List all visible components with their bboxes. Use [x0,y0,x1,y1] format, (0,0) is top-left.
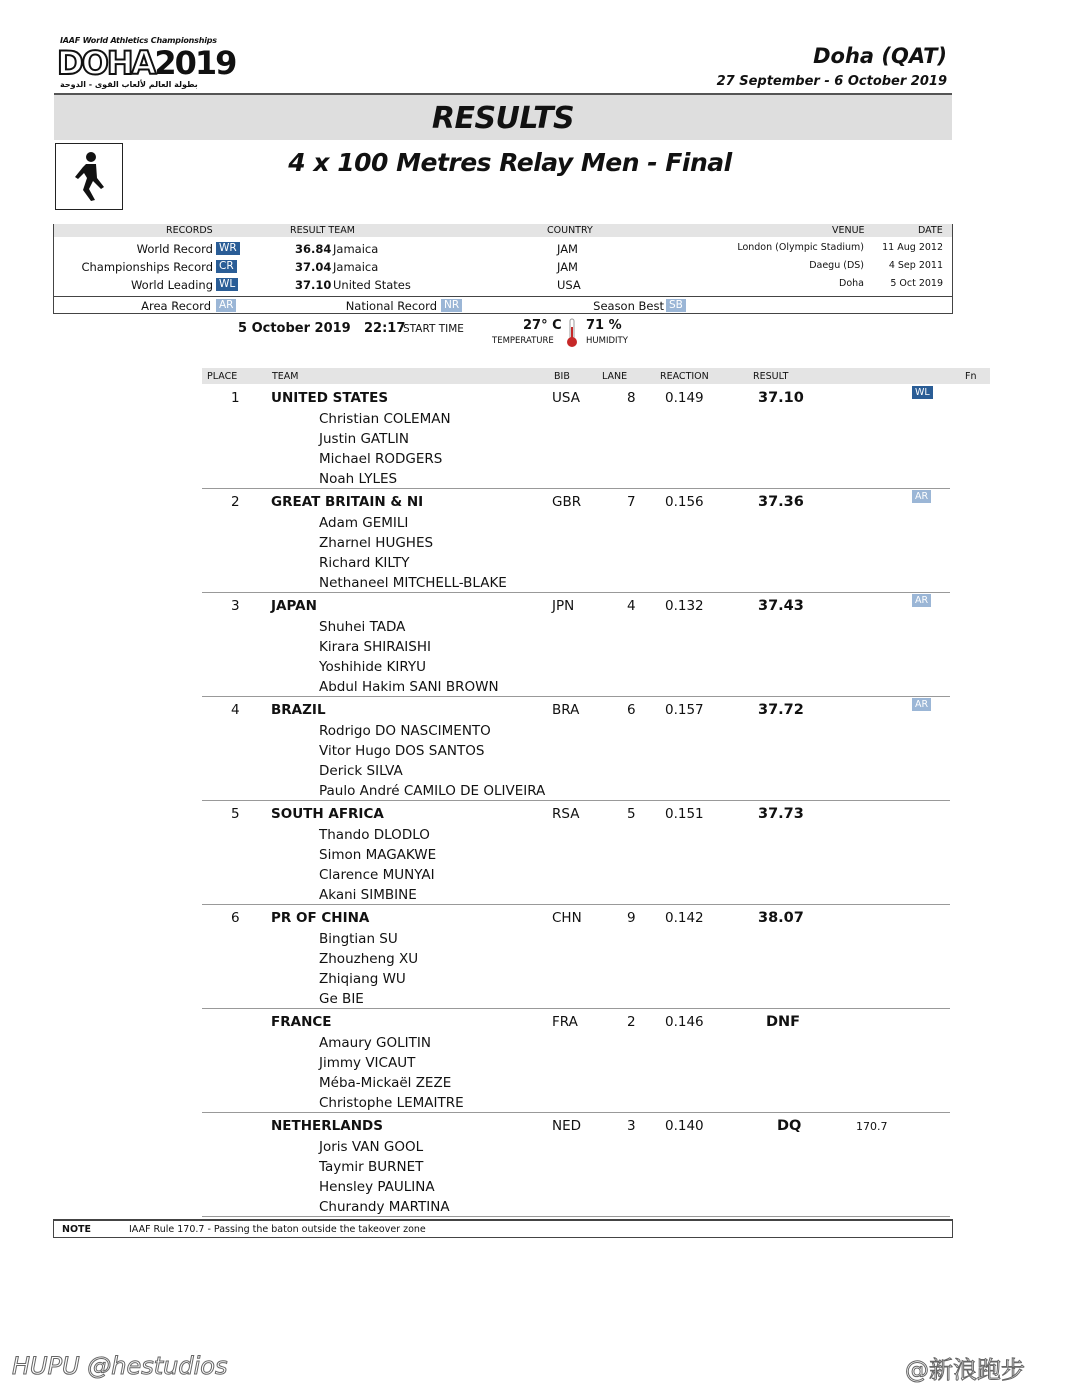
start-time-label: START TIME [403,323,464,335]
record-badge: CR [216,260,237,273]
row-separator [202,1112,950,1113]
athlete-name: Richard KILTY [319,555,410,571]
record-venue: Doha [839,278,864,289]
watermark-hupu: HUPU @hestudios [12,1352,228,1380]
records-col-result-team: RESULT TEAM [290,225,355,236]
legend-label: Season Best [593,299,664,313]
note-label: NOTE [62,1224,91,1235]
lane-value: 3 [627,1118,636,1134]
lane-value: 4 [627,598,636,614]
athlete-name: Clarence MUNYAI [319,867,435,883]
bib-value: GBR [552,494,582,510]
lane-value: 5 [627,806,636,822]
team-name: JAPAN [271,598,317,614]
record-date: 5 Oct 2019 [890,278,943,289]
athlete-name: Méba-Mickaël ZEZE [319,1075,452,1091]
result-value: 37.72 [758,702,804,718]
record-result: 37.10 [295,278,332,292]
athlete-name: Simon MAGAKWE [319,847,437,863]
row-separator [202,488,950,489]
record-badge: WR [216,242,240,255]
col-lane: LANE [602,371,628,382]
record-result: 36.84 [295,242,332,256]
records-col-country: COUNTRY [547,225,593,236]
record-date: 4 Sep 2011 [888,260,943,271]
lane-value: 7 [627,494,636,510]
athlete-name: Yoshihide KIRYU [319,659,427,675]
record-badge: WL [216,278,238,291]
bib-value: BRA [552,702,580,718]
record-badge: AR [912,594,931,607]
athlete-name: Joris VAN GOOL [319,1139,424,1155]
athlete-name: Bingtian SU [319,931,398,947]
footnote-value: 170.7 [856,1120,888,1133]
bib-value: RSA [552,806,580,822]
record-team: Jamaica [333,260,379,274]
humidity-value: 71 % [586,318,622,333]
event-title: 4 x 100 Metres Relay Men - Final [288,148,732,177]
note-text: IAAF Rule 170.7 - Passing the baton outside the takeover zone [129,1224,426,1235]
legend-badge: NR [441,299,462,312]
athlete-name: Michael RODGERS [319,451,443,467]
athlete-name: Christian COLEMAN [319,411,451,427]
reaction-value: 0.156 [665,494,704,510]
col-place: PLACE [207,371,238,382]
col-team: TEAM [272,371,299,382]
reaction-value: 0.142 [665,910,704,926]
col-fn: Fn [965,371,977,382]
place-value: 1 [231,390,240,406]
athlete-name: Zharnel HUGHES [319,535,434,551]
team-name: NETHERLANDS [271,1118,383,1134]
venue-title: Doha (QAT) [813,44,947,68]
record-badge: AR [912,698,931,711]
bib-value: JPN [552,598,575,614]
records-col-venue: VENUE [832,225,865,236]
team-name: PR OF CHINA [271,910,370,926]
start-time: 22:17 [364,321,406,336]
record-label: Championships Record [81,260,213,274]
athlete-name: Hensley PAULINA [319,1179,435,1195]
place-value: 3 [231,598,240,614]
logo-subtitle: IAAF World Athletics Championships [60,36,217,45]
athlete-name: Abdul Hakim SANI BROWN [319,679,499,695]
athlete-name: Rodrigo DO NASCIMENTO [319,723,491,739]
temperature-value: 27° C [523,318,562,333]
reaction-value: 0.140 [665,1118,704,1134]
place-value: 6 [231,910,240,926]
results-heading: RESULTS [431,101,575,136]
results-header-bar [202,368,990,384]
athlete-name: Akani SIMBINE [319,887,417,903]
competition-date: 5 October 2019 [238,321,351,336]
athlete-name: Zhiqiang WU [319,971,406,987]
athlete-name: Kirara SHIRAISHI [319,639,431,655]
temperature-label: TEMPERATURE [492,336,554,346]
athlete-name: Amaury GOLITIN [319,1035,431,1051]
records-divider [54,296,952,297]
result-value: 37.43 [758,598,804,614]
record-result: 37.04 [295,260,332,274]
logo-year: 2019 [154,44,236,82]
reaction-value: 0.146 [665,1014,704,1030]
reaction-value: 0.149 [665,390,704,406]
bib-value: USA [552,390,580,406]
bib-value: FRA [552,1014,578,1030]
reaction-value: 0.151 [665,806,704,822]
row-separator [202,1216,950,1217]
legend-badge: AR [216,299,236,312]
result-value: 37.36 [758,494,804,510]
bib-value: CHN [552,910,582,926]
record-label: World Leading [130,278,213,292]
record-country: JAM [557,242,578,256]
logo-arabic: بطولة العالم لألعاب القوى - الدوحة [60,80,198,89]
record-venue: London (Olympic Stadium) [737,242,864,253]
col-bib: BIB [554,371,570,382]
runner-icon [69,151,109,203]
humidity-label: HUMIDITY [586,336,628,346]
athlete-name: Ge BIE [319,991,364,1007]
record-badge: WL [912,386,933,399]
athlete-name: Churandy MARTINA [319,1199,450,1215]
record-badge: AR [912,490,931,503]
result-value: DQ [777,1118,802,1134]
event-logo [57,44,235,82]
athlete-name: Jimmy VICAUT [319,1055,416,1071]
row-separator [202,1008,950,1009]
team-name: UNITED STATES [271,390,389,406]
event-icon-box [55,143,123,210]
athlete-name: Zhouzheng XU [319,951,419,967]
lane-value: 2 [627,1014,636,1030]
athlete-name: Thando DLODLO [319,827,430,843]
result-value: 37.73 [758,806,804,822]
row-separator [202,592,950,593]
place-value: 4 [231,702,240,718]
logo-doha: DOHA [57,44,155,82]
championship-dates: 27 September - 6 October 2019 [716,74,947,89]
athlete-name: Derick SILVA [319,763,403,779]
athlete-name: Nethaneel MITCHELL-BLAKE [319,575,507,591]
row-separator [202,696,950,697]
team-name: GREAT BRITAIN & NI [271,494,424,510]
record-date: 11 Aug 2012 [882,242,943,253]
record-country: USA [557,278,581,292]
record-country: JAM [557,260,578,274]
result-value: DNF [766,1014,801,1030]
col-result: RESULT [753,371,789,382]
lane-value: 8 [627,390,636,406]
team-name: FRANCE [271,1014,332,1030]
reaction-value: 0.157 [665,702,704,718]
athlete-name: Shuhei TADA [319,619,406,635]
athlete-name: Paulo André CAMILO DE OLIVEIRA [319,783,546,799]
legend-badge: SB [666,299,686,312]
row-separator [202,904,950,905]
record-team: Jamaica [333,242,379,256]
athlete-name: Adam GEMILI [319,515,409,531]
records-col-date: DATE [918,225,943,236]
place-value: 5 [231,806,240,822]
result-value: 38.07 [758,910,804,926]
place-value: 2 [231,494,240,510]
athlete-name: Noah LYLES [319,471,398,487]
record-venue: Daegu (DS) [809,260,864,271]
athlete-name: Vitor Hugo DOS SANTOS [319,743,485,759]
thermometer-icon [566,318,578,348]
bib-value: NED [552,1118,582,1134]
legend-label: National Record [345,299,437,313]
reaction-value: 0.132 [665,598,704,614]
row-separator [202,800,950,801]
record-label: World Record [136,242,213,256]
records-col-records: RECORDS [166,225,213,236]
results-banner [54,93,952,140]
lane-value: 6 [627,702,636,718]
team-name: BRAZIL [271,702,326,718]
athlete-name: Christophe LEMAITRE [319,1095,464,1111]
athlete-name: Taymir BURNET [319,1159,424,1175]
athlete-name: Justin GATLIN [319,431,409,447]
result-value: 37.10 [758,390,804,406]
lane-value: 9 [627,910,636,926]
team-name: SOUTH AFRICA [271,806,384,822]
col-reaction: REACTION [660,371,709,382]
record-team: United States [333,278,411,292]
legend-label: Area Record [141,299,211,313]
watermark-weibo: @新浪跑步 [905,1356,1025,1384]
